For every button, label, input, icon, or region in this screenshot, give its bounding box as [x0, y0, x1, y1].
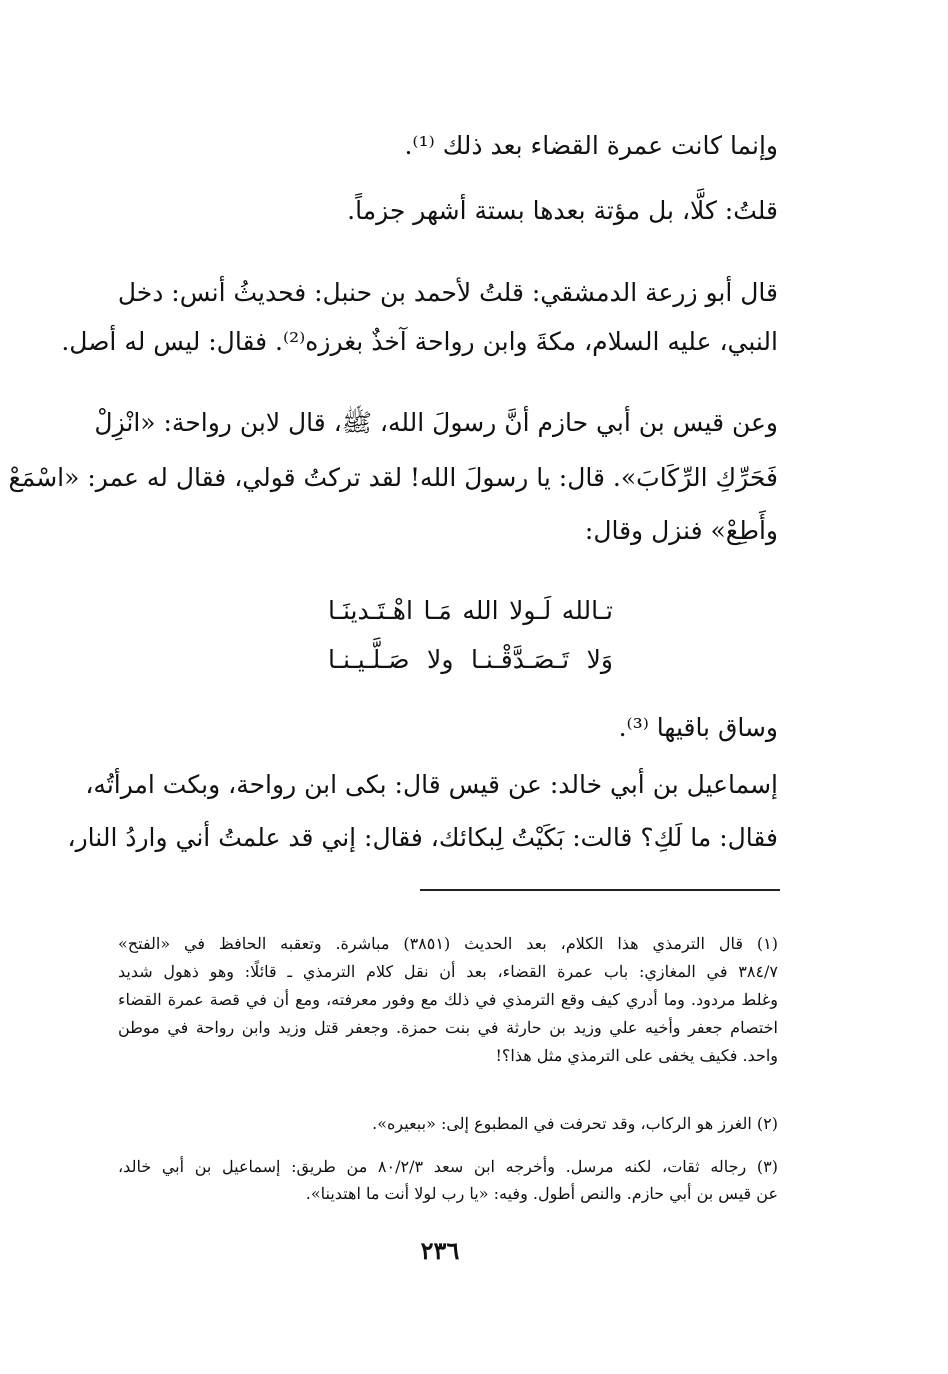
footnote-1-line-5: واحد. فكيف يخفى على الترمذي مثل هذا؟! — [495, 1046, 778, 1065]
footnote-1-line-1: (١) قال الترمذي هذا الكلام، بعد الحديث (٣٨٥١) مباشرة. وتعقبه الحافظ في «الفتح» — [118, 934, 778, 953]
body-line-3: قال أبو زرعة الدمشقي: قلتُ لأحمد بن حنبل: فحديثُ أنس: دخل — [117, 278, 778, 307]
body-line-5: وعن قيس بن أبي حازم أنَّ رسولَ الله، ﷺ، قال لابن رواحة: «انْزِلْ — [94, 408, 778, 437]
footnote-1-line-3: وغلط مردود. وما أدري كيف وقع الترمذي في ذلك مع وفور معرفته، ومع أن في قصة عمرة القضاء — [118, 990, 778, 1009]
body-line-10: فقال: ما لَكِ؟ قالت: بَكَيْتُ لِبكائك، فقال: إني قد علمتُ أني واردُ النار، — [67, 823, 778, 852]
poem-verse-1: تـالله لَـولا الله مَـا اهْـتَـدينَـا — [328, 596, 613, 625]
body-line-9: إسماعيل بن أبي خالد: عن قيس قال: بكى ابن رواحة، وبكت امرأتُه، — [85, 770, 778, 799]
body-line-2: قلتُ: كلَّا، بل مؤتة بعدها بستة أشهر جزماً. — [347, 196, 778, 225]
footnote-3-line-1: (٣) رجاله ثقات، لكنه مرسل. وأخرجه ابن سعد ٨٠/٢/٣ من طريق: إسماعيل بن أبي خالد، — [118, 1157, 779, 1176]
footnote-1-line-4: اختصام جعفر وأخيه علي وزيد بن حارثة في بنت حمزة. وجعفر قتل وزيد وابن رواحة في موطن — [118, 1018, 778, 1037]
poem-verse-2: وَلا تَـصَـدَّقْـنـا ولا صَـلَّـيـنـا — [328, 645, 613, 674]
body-line-7: وأَطِعْ» فنزل وقال: — [584, 516, 778, 545]
footnote-separator — [420, 889, 780, 891]
body-line-8: وساق باقيها ⁽³⁾. — [618, 713, 778, 742]
body-line-6: فَحَرِّكِ الرِّكَابَ». قال: يا رسولَ الله! لقد تركتُ قولي، فقال له عمر: «اسْمَعْ — [8, 463, 778, 492]
footnote-1-line-2: ٣٨٤/٧ في المغازي: باب عمرة القضاء، بعد أن نقل كلام الترمذي ـ قائلًا: وهو ذهول شديد — [118, 962, 779, 981]
body-line-4: النبي، عليه السلام، مكةَ وابن رواحة آخذٌ بغرزه⁽²⁾. فقال: ليس له أصل. — [61, 327, 778, 356]
footnote-2-line-1: (٢) الغرز هو الركاب، وقد تحرفت في المطبوع إلى: «ببعيره». — [372, 1114, 778, 1133]
page-number: ٢٣٦ — [420, 1236, 460, 1265]
body-line-1: وإنما كانت عمرة القضاء بعد ذلك ⁽¹⁾. — [404, 131, 778, 160]
footnote-3-line-2: عن قيس بن أبي حازم. والنص أطول. وفيه: «يا رب لولا أنت ما اهتدينا». — [305, 1184, 778, 1203]
